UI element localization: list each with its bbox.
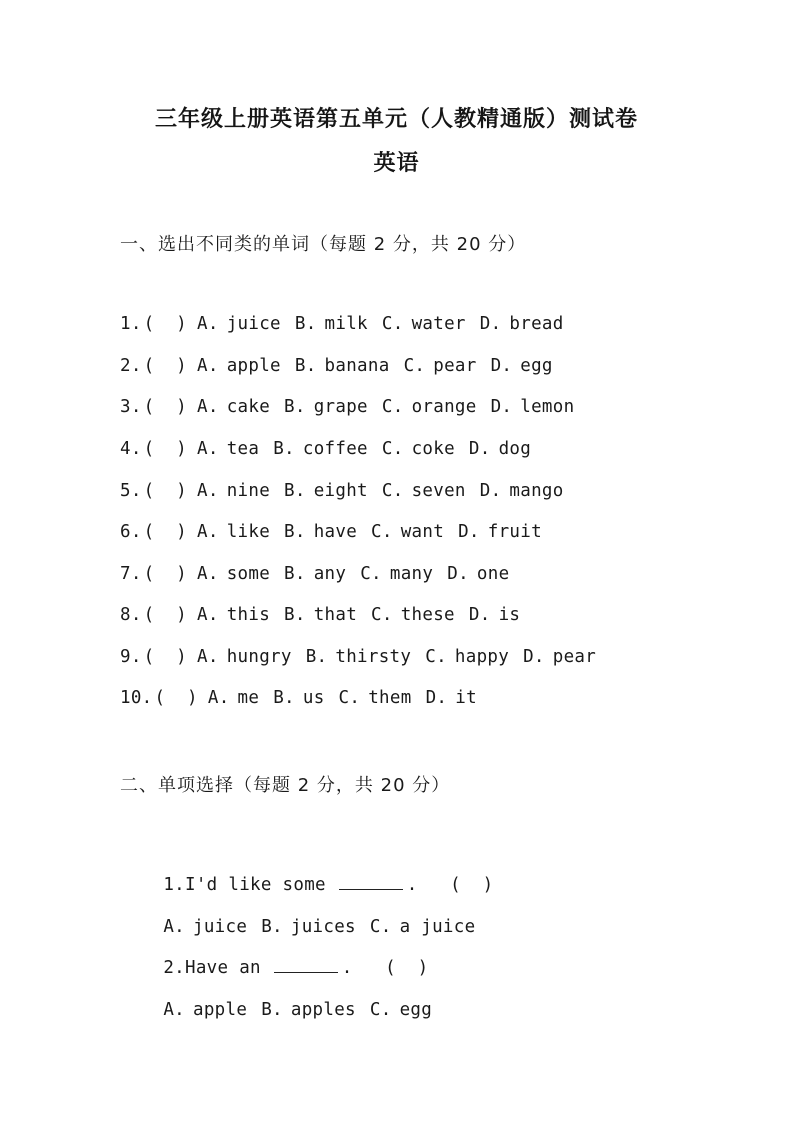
option-c <box>339 688 412 708</box>
option-letter: C. <box>381 397 404 417</box>
option-b <box>295 314 368 334</box>
answer-paren[interactable]: ( ) <box>143 605 188 625</box>
option-text: this <box>226 605 271 625</box>
option-letter: C. <box>371 522 393 542</box>
question-stem-after: . <box>341 958 353 978</box>
option-a <box>197 481 270 501</box>
option-letter: D. <box>425 688 448 708</box>
option-text: have <box>313 522 358 542</box>
option-letter: D. <box>490 397 513 417</box>
option-text: is <box>498 605 521 625</box>
answer-paren[interactable]: ( ) <box>143 356 188 376</box>
option-d <box>469 439 531 459</box>
option-text: pear <box>433 356 477 376</box>
answer-blank[interactable] <box>274 958 338 973</box>
option-letter: C. <box>403 356 426 376</box>
question-number: 2. <box>120 356 142 376</box>
option-text: pear <box>552 647 597 667</box>
option-b <box>295 356 390 376</box>
option-letter: C. <box>381 439 404 459</box>
option-text: egg <box>520 356 553 376</box>
question-stem-after: . <box>406 875 418 895</box>
option-a <box>197 397 270 417</box>
option-b <box>284 564 346 584</box>
option-d <box>523 647 596 667</box>
question-number: 1. <box>163 875 186 895</box>
option-text: these <box>400 605 455 625</box>
option-a <box>197 564 270 584</box>
option-b: B. juices <box>261 917 356 937</box>
option-text: want <box>400 522 445 542</box>
option-text: nine <box>226 481 271 501</box>
option-letter: A. <box>197 481 219 501</box>
option-letter: B. <box>273 688 295 708</box>
option-text: any <box>313 564 347 584</box>
section1-question-10 <box>120 688 477 708</box>
option-text: coffee <box>302 439 368 459</box>
option-letter: C. <box>381 314 404 334</box>
question-number: 2. <box>163 958 186 978</box>
option-a <box>197 314 281 334</box>
question-number: 4. <box>120 439 142 459</box>
option-c: C. egg <box>369 1000 433 1020</box>
option-text: us <box>302 688 325 708</box>
option-d <box>447 564 509 584</box>
option-letter: D. <box>479 481 502 501</box>
option-text: coke <box>411 439 455 459</box>
option-letter: D. <box>468 605 491 625</box>
option-b <box>284 522 357 542</box>
option-text: one <box>476 564 510 584</box>
option-text: orange <box>411 397 477 417</box>
option-d <box>469 605 520 625</box>
option-a: A. apple <box>163 1000 248 1020</box>
option-c <box>382 397 477 417</box>
answer-paren[interactable]: ( ) <box>143 522 188 542</box>
option-b <box>273 439 368 459</box>
question-number: 10. <box>120 688 153 708</box>
section1-question-7 <box>120 564 509 584</box>
option-letter: B. <box>273 439 295 459</box>
answer-paren[interactable]: ( ) <box>154 688 198 708</box>
section1-question-4 <box>120 439 531 459</box>
option-b <box>273 688 324 708</box>
option-b <box>284 481 368 501</box>
option-letter: A. <box>197 397 219 417</box>
document-subtitle: 英语 <box>373 150 420 176</box>
question-number: 1. <box>120 314 142 334</box>
option-letter: B. <box>294 314 317 334</box>
answer-paren[interactable]: ( ) <box>385 958 429 978</box>
answer-paren[interactable]: ( ) <box>143 647 188 667</box>
option-letter: D. <box>468 439 491 459</box>
option-letter: D. <box>458 522 480 542</box>
option-d <box>480 314 564 334</box>
option-c <box>371 522 444 542</box>
option-letter: A. <box>197 439 219 459</box>
document-title: 三年级上册英语第五单元（人教精通版）测试卷 <box>154 106 638 132</box>
question-stem-before: I'd like some <box>185 875 326 895</box>
option-letter: B. <box>305 647 328 667</box>
section1-question-8 <box>120 605 520 625</box>
option-c <box>371 605 455 625</box>
option-text: happy <box>454 647 510 667</box>
option-c: C. a juice <box>369 917 476 937</box>
option-c <box>425 647 509 667</box>
section1-question-5 <box>120 481 564 501</box>
section1-question-1 <box>120 314 564 334</box>
section1-question-6 <box>120 522 542 542</box>
option-letter: A. <box>197 564 219 584</box>
answer-blank[interactable] <box>339 875 403 890</box>
section1-question-2 <box>120 356 553 376</box>
option-b <box>306 647 412 667</box>
question-stem-before: Have an <box>185 958 261 978</box>
option-a <box>197 439 259 459</box>
section1-heading: 一、选出不同类的单词（每题 2 分，共 20 分） <box>120 234 527 255</box>
option-letter: B. <box>284 481 306 501</box>
question-number: 5. <box>120 481 142 501</box>
option-c <box>382 314 466 334</box>
option-letter: D. <box>447 564 469 584</box>
option-text: that <box>313 605 358 625</box>
option-text: apple <box>226 356 281 376</box>
option-letter: A. <box>207 688 230 708</box>
option-c <box>360 564 433 584</box>
section1-question-3 <box>120 397 574 417</box>
answer-paren[interactable]: ( ) <box>143 314 188 334</box>
option-letter: D. <box>490 356 513 376</box>
option-text: banana <box>324 356 390 376</box>
option-text: lemon <box>520 397 575 417</box>
option-letter: B. <box>294 356 317 376</box>
option-letter: C. <box>338 688 361 708</box>
option-letter: A. <box>197 647 219 667</box>
answer-paren[interactable]: ( ) <box>143 397 188 417</box>
option-letter: C. <box>371 605 393 625</box>
option-a <box>197 522 270 542</box>
option-a <box>197 647 292 667</box>
section2-question-2-options <box>120 980 432 1040</box>
option-letter: B. <box>284 522 306 542</box>
answer-paren[interactable]: ( ) <box>143 481 188 501</box>
option-text: eight <box>313 481 368 501</box>
option-text: fruit <box>487 522 542 542</box>
option-a <box>197 605 270 625</box>
option-letter: C. <box>381 481 404 501</box>
option-c <box>382 481 466 501</box>
option-text: cake <box>226 397 271 417</box>
option-text: seven <box>411 481 466 501</box>
option-letter: B. <box>284 397 306 417</box>
option-text: grape <box>313 397 368 417</box>
option-letter: B. <box>284 605 306 625</box>
option-d <box>458 522 542 542</box>
option-text: it <box>455 688 477 708</box>
option-b <box>284 605 357 625</box>
section1-question-9 <box>120 647 596 667</box>
answer-paren[interactable]: ( ) <box>450 875 494 895</box>
option-letter: D. <box>479 314 502 334</box>
option-text: water <box>411 314 466 334</box>
option-text: like <box>226 522 271 542</box>
question-number: 6. <box>120 522 142 542</box>
option-c <box>404 356 477 376</box>
option-text: milk <box>324 314 368 334</box>
option-b: B. apples <box>261 1000 356 1020</box>
option-text: me <box>237 688 260 708</box>
option-text: many <box>389 564 434 584</box>
option-text: thirsty <box>335 647 412 667</box>
option-letter: A. <box>197 356 219 376</box>
option-c <box>382 439 455 459</box>
question-number: 8. <box>120 605 142 625</box>
option-text: juice <box>226 314 281 334</box>
option-text: tea <box>226 439 260 459</box>
option-text: some <box>226 564 271 584</box>
option-a <box>208 688 259 708</box>
option-letter: C. <box>360 564 382 584</box>
option-a <box>197 356 281 376</box>
option-letter: B. <box>284 564 306 584</box>
answer-paren[interactable]: ( ) <box>143 564 188 584</box>
option-letter: C. <box>425 647 447 667</box>
question-number: 9. <box>120 647 142 667</box>
option-d <box>491 397 575 417</box>
option-text: hungry <box>226 647 292 667</box>
option-letter: A. <box>197 314 219 334</box>
option-text: dog <box>498 439 532 459</box>
question-number: 3. <box>120 397 142 417</box>
section2-heading: 二、单项选择（每题 2 分，共 20 分） <box>120 775 451 796</box>
option-d <box>480 481 564 501</box>
option-a: A. juice <box>163 917 248 937</box>
option-letter: A. <box>197 605 219 625</box>
option-d <box>426 688 477 708</box>
option-text: bread <box>509 314 564 334</box>
option-letter: A. <box>197 522 219 542</box>
option-text: mango <box>509 481 564 501</box>
option-letter: D. <box>523 647 545 667</box>
option-d <box>491 356 553 376</box>
answer-paren[interactable]: ( ) <box>143 439 188 459</box>
option-b <box>284 397 368 417</box>
question-number: 7. <box>120 564 142 584</box>
option-text: them <box>368 688 412 708</box>
